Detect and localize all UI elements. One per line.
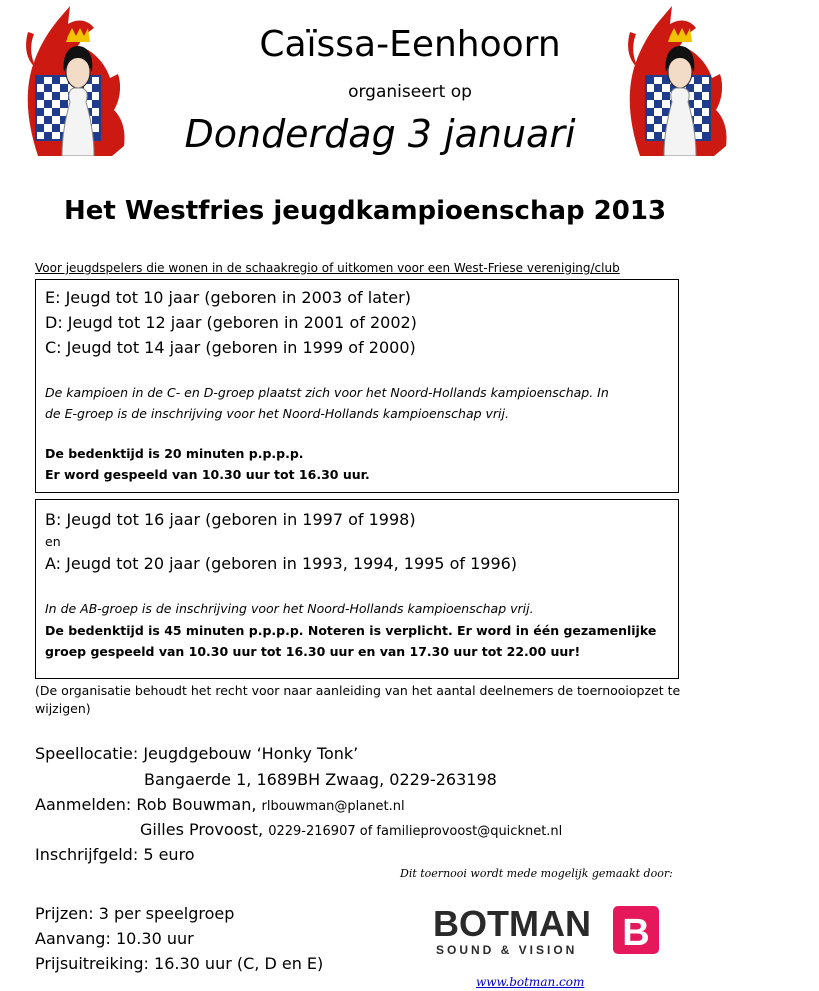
group-ab-box [35, 499, 679, 679]
eligibility-text: Voor jeugdspelers die wonen in de schaakregio of uitkomen voor een West-Friese vereniging/club [35, 261, 620, 275]
cde-note-line-2: de E-groep is de inschrijving voor het Noord-Hollands kampioenschap vrij. [45, 406, 509, 421]
ceremony-line: Prijsuitreiking: 16.30 uur (C, D en E) [35, 954, 324, 973]
location-address: Bangaerde 1, 1689BH Zwaag, 0229-263198 [144, 770, 497, 789]
prizes-line: Prijzen: 3 per speelgroep [35, 904, 235, 923]
cde-time-line-1: De bedenktijd is 20 minuten p.p.p.p. [45, 446, 304, 461]
botman-logo-icon [433, 902, 663, 958]
group-a-line: A: Jeugd tot 20 jaar (geboren in 1993, 1994, 1995 of 1996) [45, 554, 518, 573]
organiseert-text: organiseert op [348, 82, 472, 102]
group-e-line: E: Jeugd tot 10 jaar (geboren in 2003 of later) [45, 288, 411, 307]
contact-2-line [140, 820, 562, 839]
club-name: Caïssa-Eenhoorn [259, 24, 561, 65]
location-label: Speellocatie: Jeugdgebouw ‘Honky Tonk’ [35, 744, 359, 763]
disclaimer-text: (De organisatie behoudt het recht voor naar aanleiding van het aantal deelnemers de toernooiopzet te wijzigen) [35, 683, 681, 716]
sponsor-note: Dit toernooi wordt mede mogelijk gemaakt door: [400, 867, 673, 880]
register-line [35, 795, 405, 814]
botman-badge-text: B [622, 912, 650, 954]
start-line: Aanvang: 10.30 uur [35, 929, 194, 948]
sponsor-link[interactable]: www.botman.com [476, 975, 585, 989]
ab-note: In de AB-groep is de inschrijving voor het Noord-Hollands kampioenschap vrij. [45, 601, 534, 616]
cde-time-line-2: Er word gespeeld van 10.30 uur tot 16.30 uur. [45, 467, 370, 482]
group-b-line: B: Jeugd tot 16 jaar (geboren in 1997 of 1998) [45, 510, 416, 529]
group-c-line: C: Jeugd tot 14 jaar (geboren in 1999 of 2000) [45, 338, 416, 357]
ab-time-line-1: De bedenktijd is 45 minuten p.p.p.p. Noteren is verplicht. Er word in één gezamenlijke [45, 623, 657, 638]
group-cde-box [35, 279, 679, 493]
botman-tagline-text: SOUND & VISION [436, 943, 578, 957]
and-text: en [45, 534, 61, 549]
register-label: Aanmelden: Rob Bouwman, [35, 795, 257, 814]
contact-2-detail: 0229-216907 of familieprovoost@quicknet.nl [268, 824, 563, 839]
event-date: Donderdag 3 januari [184, 112, 576, 156]
contact-2-name: Gilles Provoost, [140, 820, 264, 839]
tournament-title: Het Westfries jeugdkampioenschap 2013 [63, 196, 667, 226]
cde-note-line-1: De kampioen in de C- en D-groep plaatst zich voor het Noord-Hollands kampioenschap. In [45, 385, 609, 400]
ab-time-line-2: groep gespeeld van 10.30 uur tot 16.30 uur en van 17.30 uur tot 22.00 uur! [45, 644, 581, 659]
register-email-1: rlbouwman@planet.nl [261, 799, 405, 814]
group-d-line: D: Jeugd tot 12 jaar (geboren in 2001 of 2002) [45, 313, 417, 332]
botman-brand-text: BOTMAN [433, 903, 591, 944]
fee-line: Inschrijfgeld: 5 euro [35, 845, 195, 864]
